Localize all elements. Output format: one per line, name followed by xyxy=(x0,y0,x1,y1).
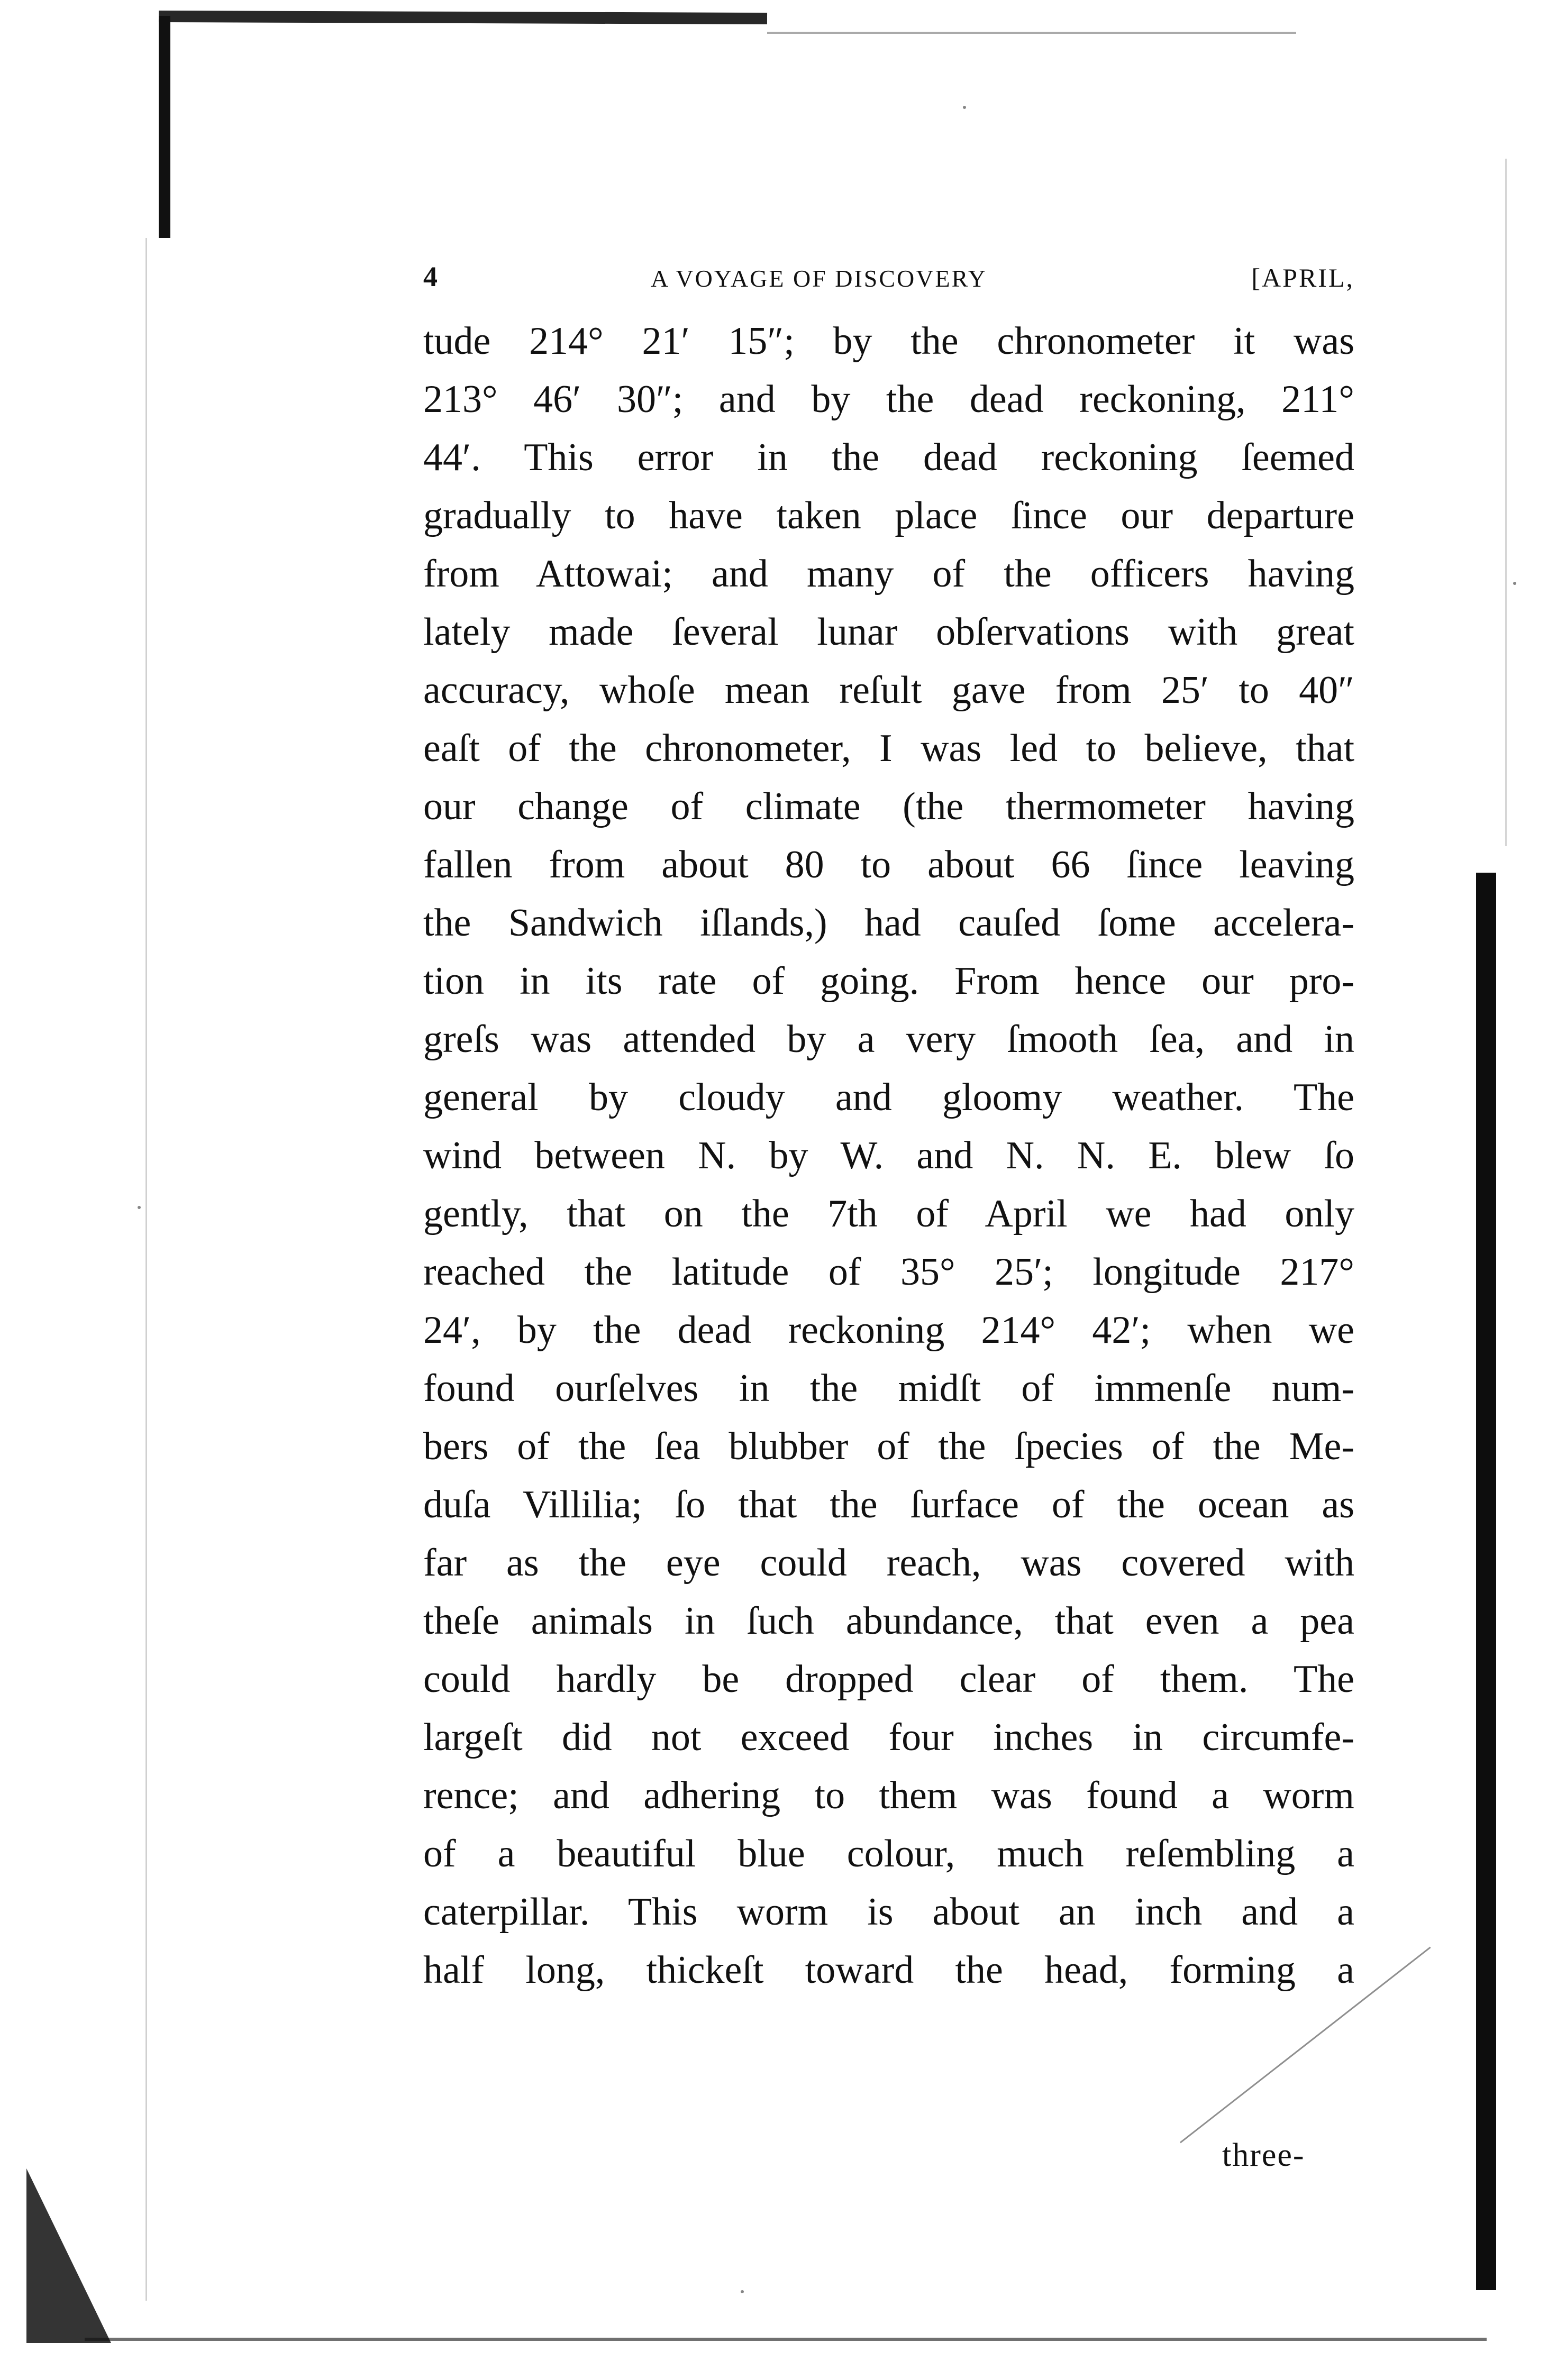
text-line: wind between N. by W. and N. N. E. blew ſo xyxy=(423,1134,1354,1177)
text-line: from Attowai; and many of the officers having xyxy=(423,552,1354,596)
scan-speck xyxy=(741,2290,744,2293)
scan-speck xyxy=(963,106,966,109)
text-line: rence; and adhering to them was found a worm xyxy=(423,1774,1354,1817)
text-line: fallen from about 80 to about 66 ſince leaving xyxy=(423,843,1354,886)
running-header xyxy=(423,260,1354,297)
text-line: reached the latitude of 35° 25′; longitude 217° xyxy=(423,1250,1354,1294)
scan-border-top-faint xyxy=(767,32,1296,34)
text-line: tude 214° 21′ 15″; by the chronometer it was xyxy=(423,319,1354,363)
text-line: lately made ſeveral lunar obſervations with great xyxy=(423,610,1354,654)
text-line: gently, that on the 7th of April we had only xyxy=(423,1192,1354,1235)
text-line: general by cloudy and gloomy weather. The xyxy=(423,1076,1354,1119)
text-line: eaſt of the chronometer, I was led to believe, that xyxy=(423,727,1354,770)
scan-border-left xyxy=(159,16,170,238)
scan-speck xyxy=(138,1206,141,1209)
scan-border-top xyxy=(159,11,767,24)
scan-corner-shadow xyxy=(26,2168,111,2343)
text-line: could hardly be dropped clear of them. The xyxy=(423,1658,1354,1701)
text-line: the Sandwich iſlands,) had cauſed ſome accelera- xyxy=(423,901,1354,945)
running-date: [APRIL, xyxy=(1251,263,1354,292)
scan-border-right xyxy=(1476,873,1496,2290)
scan-border-bottom xyxy=(85,2338,1487,2341)
page-number: 4 xyxy=(423,261,439,292)
text-line: 213° 46′ 30″; and by the dead reckoning, 211° xyxy=(423,378,1354,421)
text-line: gradually to have taken place ſince our departure xyxy=(423,494,1354,537)
running-title: A VOYAGE OF DISCOVERY xyxy=(651,265,987,292)
text-line: theſe animals in ſuch abundance, that even a pea xyxy=(423,1599,1354,1643)
text-line: 44′. This error in the dead reckoning ſeemed xyxy=(423,436,1354,479)
text-line: caterpillar. This worm is about an inch and a xyxy=(423,1890,1354,1934)
body-text xyxy=(423,312,1354,1999)
scan-speck xyxy=(1513,582,1516,585)
text-line: our change of climate (the thermometer having xyxy=(423,785,1354,828)
text-line: accuracy, whoſe mean reſult gave from 25′ to 40″ xyxy=(423,669,1354,712)
text-line: of a beautiful blue colour, much reſembling a xyxy=(423,1832,1354,1875)
text-line: tion in its rate of going. From hence our pro- xyxy=(423,959,1354,1003)
text-line: duſa Villilia; ſo that the ſurface of the ocean as xyxy=(423,1483,1354,1526)
catchword: three- xyxy=(1222,2137,1305,2173)
text-line: found ourſelves in the midſt of immenſe num- xyxy=(423,1367,1354,1410)
scan-border-right-faint xyxy=(1505,159,1507,846)
text-line: bers of the ſea blubber of the ſpecies of the Me- xyxy=(423,1425,1354,1468)
text-line: half long, thickeſt toward the head, forming a xyxy=(423,1948,1354,1992)
text-line: largeſt did not exceed four inches in circumfe- xyxy=(423,1716,1354,1759)
text-line: greſs was attended by a very ſmooth ſea, and in xyxy=(423,1018,1354,1061)
text-line: far as the eye could reach, was covered with xyxy=(423,1541,1354,1585)
text-line: 24′, by the dead reckoning 214° 42′; when we xyxy=(423,1308,1354,1352)
scan-border-left-faint xyxy=(145,238,147,2301)
